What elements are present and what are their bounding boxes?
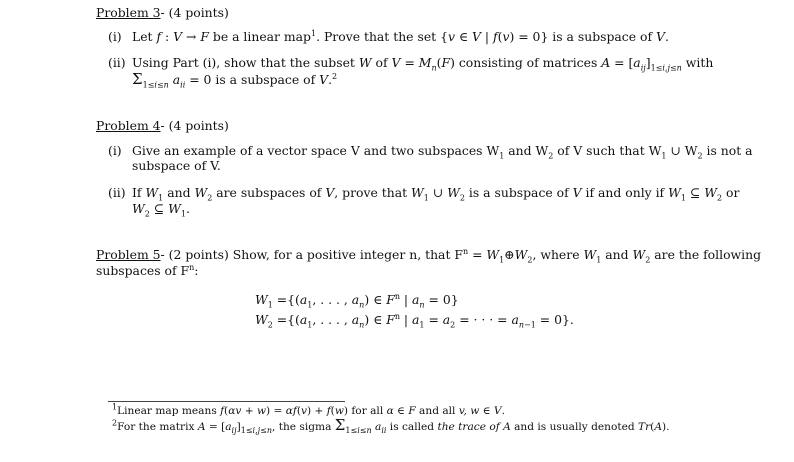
problem-5-cont: subspaces of $F^n$: [96, 262, 199, 278]
problem-4-item-2: (ii) If $W_1$ and $W_2$ are subspaces of V, prove that $W_1$ ∪ $W_2$ is a subspace of V if and only if $W_1$ ⊆ $W_2$ or [108, 185, 740, 203]
problem-4-heading: Problem 4- (4 points) [96, 118, 229, 133]
problem-3-item-2-cont: $\Sigma_{1\le i\le n}$ $a_{ii} = 0$ is a subspace of V.$^2$ [132, 70, 338, 90]
problem-4-item-1: (i) Give an example of a vector space V and two subspaces $W_1$ and $W_2$ of V such that $W_1$ ∪ $W_2$ is not a [108, 143, 753, 161]
footnote-1: $^1$Linear map means f(αv + w) = αf(v) + f(w) for all α ∈ F and all v, w ∈ V. [112, 402, 505, 417]
problem-3-heading: Problem 3- (4 points) [96, 5, 229, 20]
problem-4-item-2-cont: $W_2$ ⊆ $W_1$. [132, 201, 190, 219]
problem-5-w1-definition: $W_1 =\{(a_1$, . . . , $a_n$) ∈ $F^n$ | $a_n = 0$} [255, 291, 459, 310]
problem-5-w2-definition: $W_2 =\{(a_1$, . . . , $a_n$) ∈ $F^n$ | $a_1 = a_2$ = · · · = $a_{n-1} = 0$}. [255, 311, 574, 330]
problem-5-heading: Problem 5- (2 points) Show, for a positive integer n, that $F^n$ = $W_1\oplus W_2$, where $W_1$ and $W_2$ are the following [96, 246, 762, 265]
footnote-rule [108, 401, 345, 402]
footnote-2: $^2$For the matrix $A = [a_{ij}]_{1\le i,j\le n}$, the sigma $\Sigma_{1\le i\le n}$ $a_{ii}$ is called the trace of A and is usually denoted Tr(A). [112, 416, 670, 436]
problem-3-item-2: (ii) Using Part (i), show that the subset W of $V = M_n(F)$ consisting of matrices $A = [a_{ij}]_{1\le i,j\le n}$ with [108, 55, 714, 73]
problem-4-item-1-cont: subspace of V. [132, 158, 221, 173]
problem-3-item-1: (i) Let f : V → F be a linear map$^1$. Prove that the set {v ∈ V | f(v) = 0} is a subspace of V. [108, 28, 669, 44]
